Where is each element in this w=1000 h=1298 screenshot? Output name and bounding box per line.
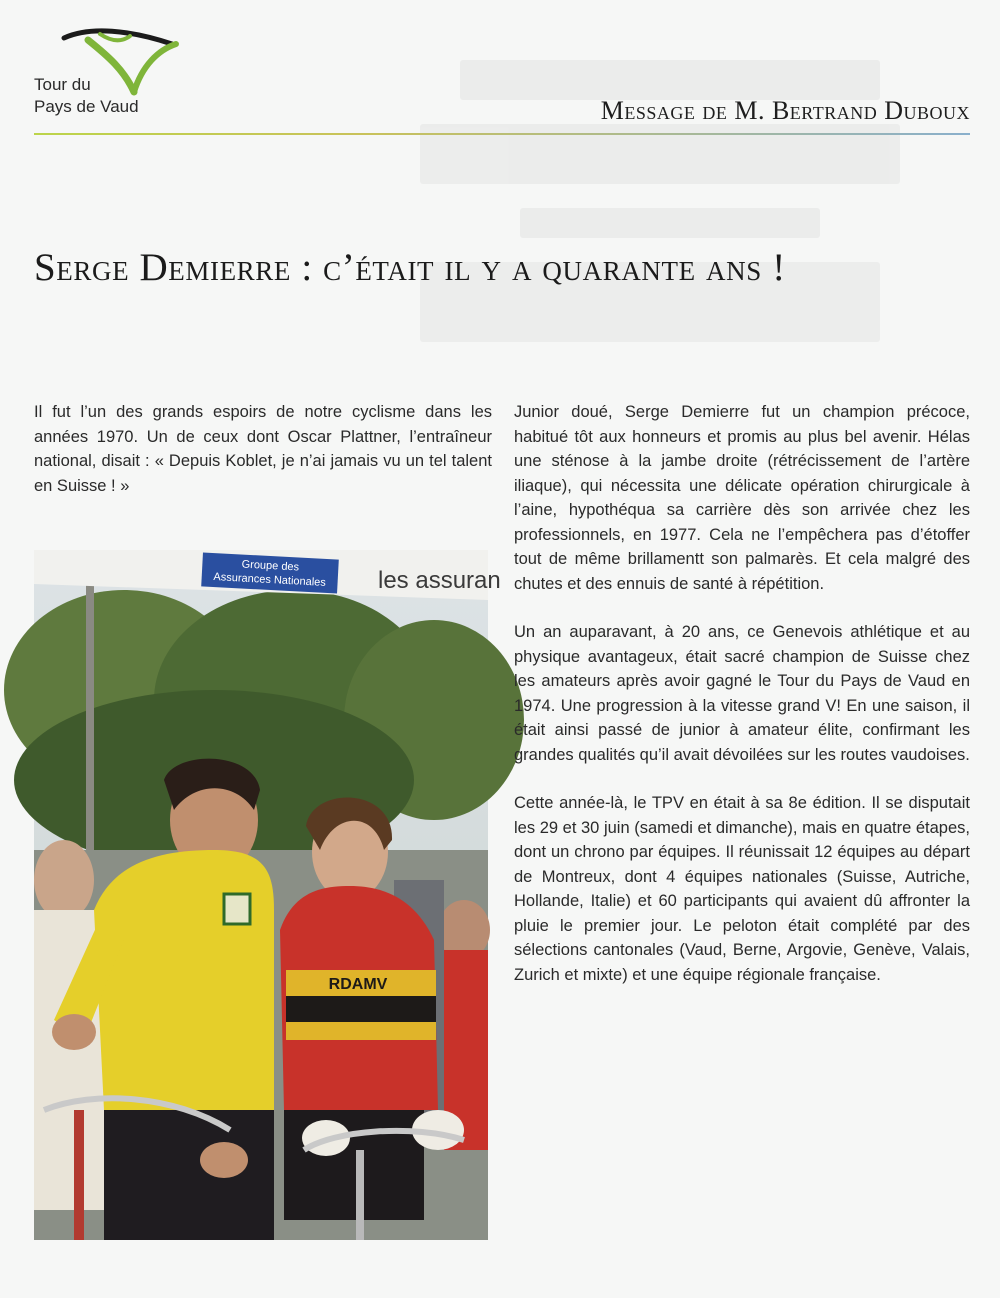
header-title: Message de M. Bertrand Duboux (600, 96, 970, 125)
logo-wordmark (34, 74, 139, 118)
body-paragraph-1: Junior doué, Serge Demierre fut un champion précoce, habitué tôt aux honneurs et promis au plus bel avenir. Hélas une sténose à la jambe droite (rétrécissement de l’artère iliaque), qui nécessita une délicate opération chirurgicale à l’aine, hypothéqua sa carrière dès son arrivée chez les professionnels, en 1977. Cela ne l’empêchera pas d’étoffer tout de même brillamentt son palmarès. Et cela malgré des chutes et des ennuis de santé à répétition. (514, 403, 970, 593)
cyclists-illustration (34, 550, 501, 1240)
body-paragraph-3: Cette année-là, le TPV en était à sa 8e édition. Il se disputait les 29 et 30 juin (samedi et dimanche), mais en quatre étapes, dont un chrono par équipes. Il réunissait 12 équipes au départ de Montreux, dont 4 équipes nationales (Suisse, Autriche, Hollande, Italie) et 60 participants qui avaient dû affronter la pluie le premier jour. Le peloton était complété par des sélections cantonales (Vaud, Berne, Argovie, Genève, Valais, Zurich et mixte) et une équipe régionale française. (514, 794, 970, 984)
race-photo (34, 550, 501, 1240)
jersey-text: RDAMV (328, 976, 388, 993)
header-rule (34, 133, 970, 135)
banner-left-line-2: Assurances Nationales (213, 571, 327, 589)
logo-line-1: Tour du (34, 75, 91, 94)
banner-right-text: les assuran (378, 567, 501, 594)
left-column (34, 400, 492, 498)
tpv-logo (34, 26, 194, 126)
intro-paragraph: Il fut l’un des grands espoirs de notre cyclisme dans les années 1970. Un de ceux dont Oscar Plattner, l’entraîneur national, disait : « Depuis Koblet, je n’ai jamais vu un tel talent en Suisse ! » (34, 403, 492, 495)
logo-line-2: Pays de Vaud (34, 97, 139, 116)
banner-left-line-1: Groupe des (241, 558, 300, 574)
body-paragraph-2: Un an auparavant, à 20 ans, ce Genevois athlétique et au physique avantageux, était sacré champion de Suisse chez les amateurs après avoir gagné le Tour du Pays de Vaud en 1974. Une progression à la vitesse grand V! En une saison, il était ainsi passé de junior à amateur élite, confirmant les grandes qualités qu’il avait dévoilées sur les routes vaudoises. (514, 623, 970, 764)
article-headline: Serge Demierre : c’était il y a quarante ans ! (34, 246, 786, 289)
right-column (514, 400, 970, 1011)
